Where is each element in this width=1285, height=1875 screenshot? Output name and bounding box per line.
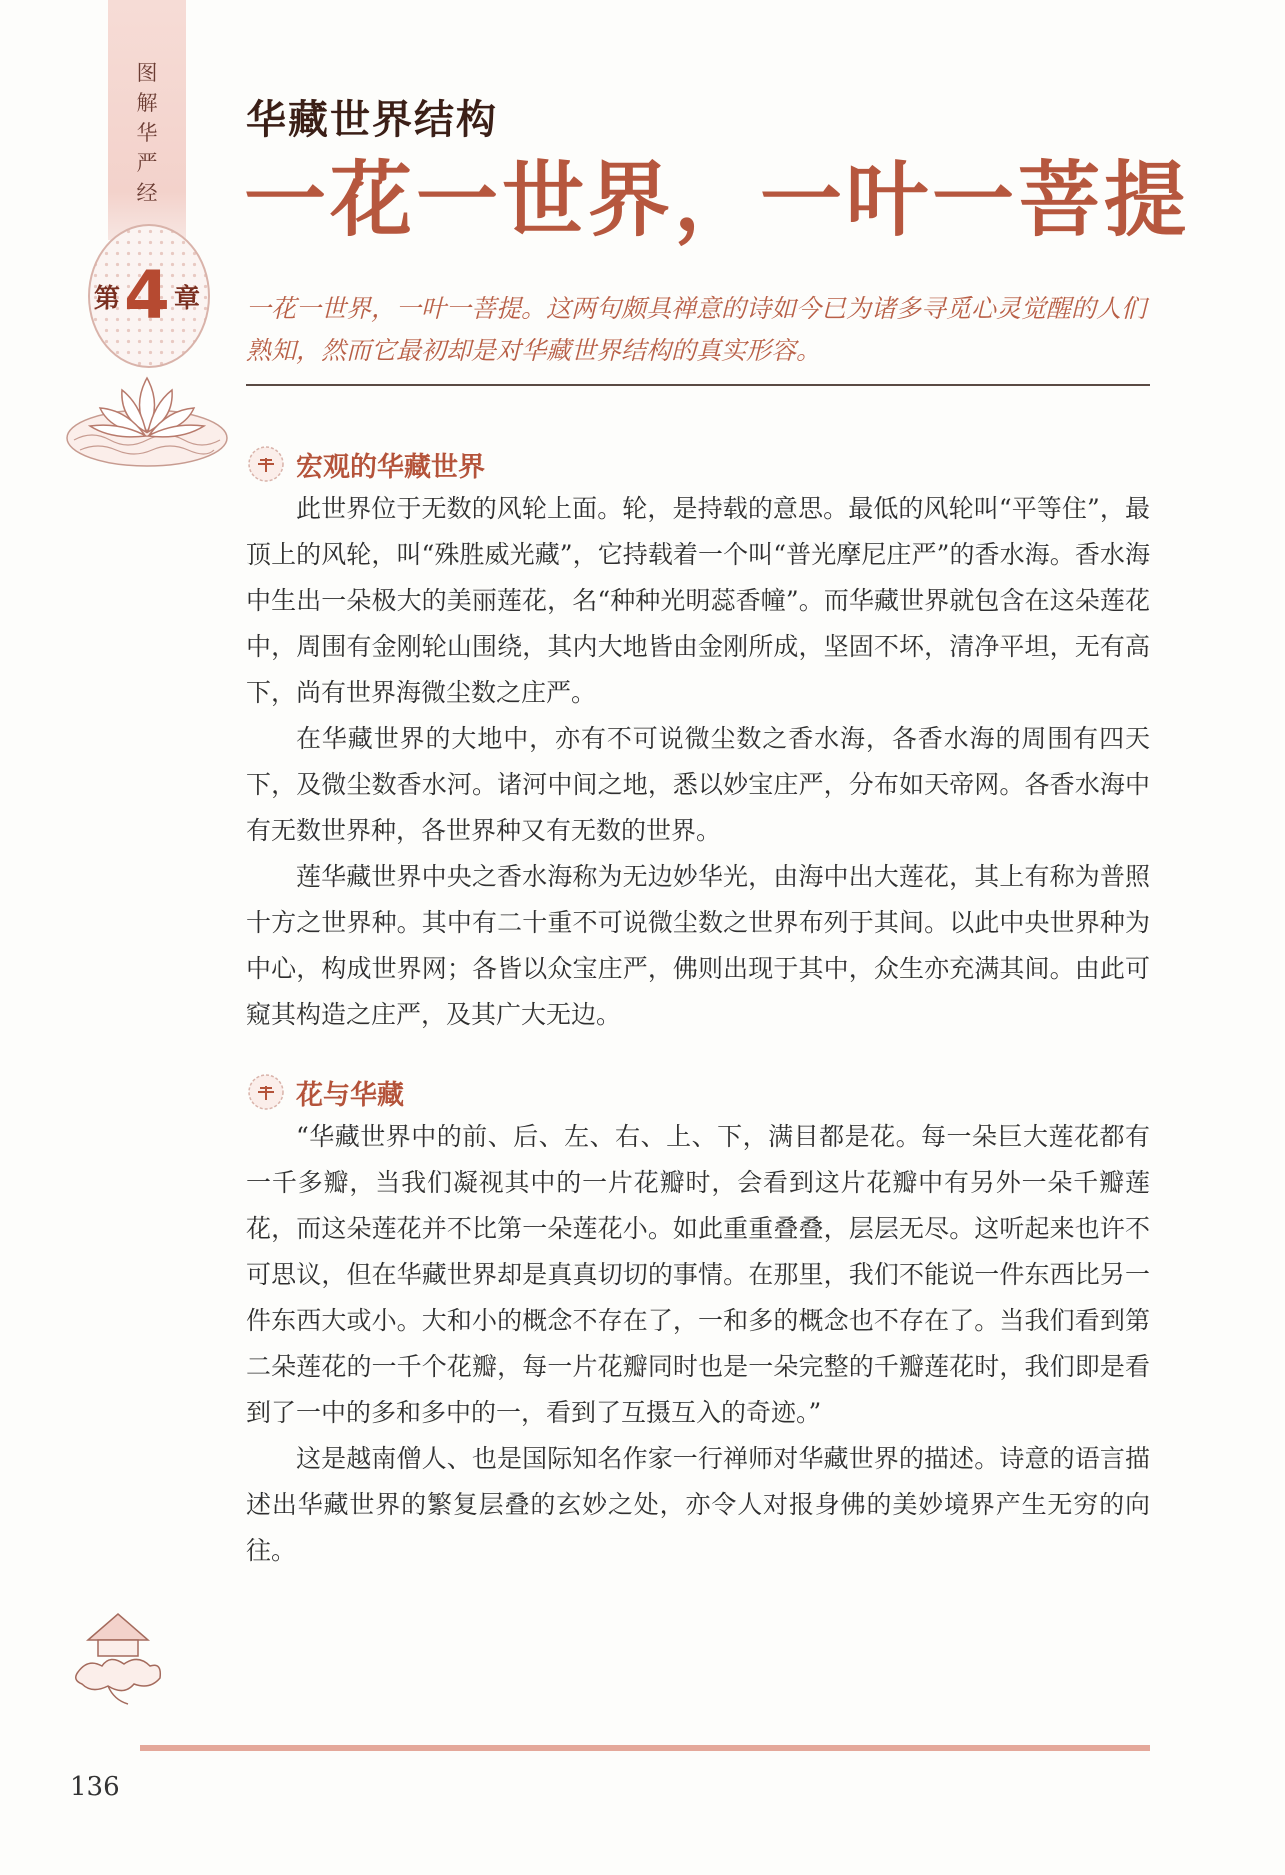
paragraph: 莲华藏世界中央之香水海称为无边妙华光，由海中出大莲花，其上有称为普照十方之世界种。其中有二十重不可说微尘数之世界布列于其间。以此中央世界种为中心，构成世界网；各皆以众宝庄严，佛则出现于其中，众生亦充满其间。由此可窥其构造之庄严，及其广大无边。 [246, 862, 1150, 1029]
footer-rule [140, 1745, 1150, 1751]
paragraph: 这是越南僧人、也是国际知名作家一行禅师对华藏世界的描述。诗意的语言描述出华藏世界的繁复层叠的玄妙之处，亦令人对报身佛的美妙境界产生无穷的向往。 [246, 1444, 1150, 1565]
paragraph: 在华藏世界的大地中，亦有不可说微尘数之香水海，各香水海的周围有四天下，及微尘数香水河。诸河中间之地，悉以妙宝庄严，分布如天帝网。各香水海中有无数世界种，各世界种又有无数的世界。 [246, 724, 1150, 845]
subsection-heading [246, 1072, 404, 1112]
page-number: 136 [70, 1772, 120, 1802]
section-body [246, 486, 1150, 1038]
lotus-icon [62, 360, 232, 470]
chapter-number: 4 [124, 257, 170, 334]
ornament-icon [246, 1072, 286, 1112]
subsection-heading [246, 444, 485, 484]
ornament-icon [246, 444, 286, 484]
section-body [246, 1114, 1150, 1574]
intro-text: 一花一世界，一叶一菩提。这两句颇具禅意的诗如今已为诸多寻觅心灵觉醒的人们熟知，然而它最初却是对华藏世界结构的真实形容。 [246, 294, 1147, 365]
chapter-suffix: 章 [173, 283, 200, 314]
paragraph: 此世界位于无数的风轮上面。轮，是持载的意思。最低的风轮叫“平等住”，最顶上的风轮，叫“殊胜威光藏”，它持载着一个叫“普光摩尼庄严”的香水海。香水海中生出一朵极大的美丽莲花，名“种种光明蕊香幢”。而华藏世界就包含在这朵莲花中，周围有金刚轮山围绕，其内大地皆由金刚所成，坚固不坏，清净平坦，无有高下，尚有世界海微尘数之庄严。 [246, 494, 1150, 707]
series-title: 图解华严经 [136, 61, 158, 205]
header-divider [246, 384, 1150, 386]
section-title: 华藏世界结构 [246, 96, 498, 143]
subsection-title: 宏观的华藏世界 [296, 451, 485, 483]
paragraph: “华藏世界中的前、后、左、右、上、下，满目都是花。每一朵巨大莲花都有一千多瓣，当我们凝视其中的一片花瓣时，会看到这片花瓣中有另外一朵千瓣莲花，而这朵莲花并不比第一朵莲花小。如此重重叠叠，层层无尽。这听起来也许不可思议，但在华藏世界却是真真切切的事情。在那里，我们不能说一件东西比另一件东西大或小。大和小的概念不存在了，一和多的概念也不存在了。当我们看到第二朵莲花的一千个花瓣，每一片花瓣同时也是一朵完整的千瓣莲花时，我们即是看到了一中的多和多中的一，看到了互摄互入的奇迹。” [246, 1122, 1150, 1427]
chapter-prefix: 第 [94, 283, 121, 314]
subsection-title: 花与华藏 [296, 1079, 404, 1111]
page-title: 一花一世界，一叶一菩提 [244, 152, 1191, 248]
temple-cloud-icon [68, 1600, 168, 1710]
chapter-label [82, 256, 212, 336]
